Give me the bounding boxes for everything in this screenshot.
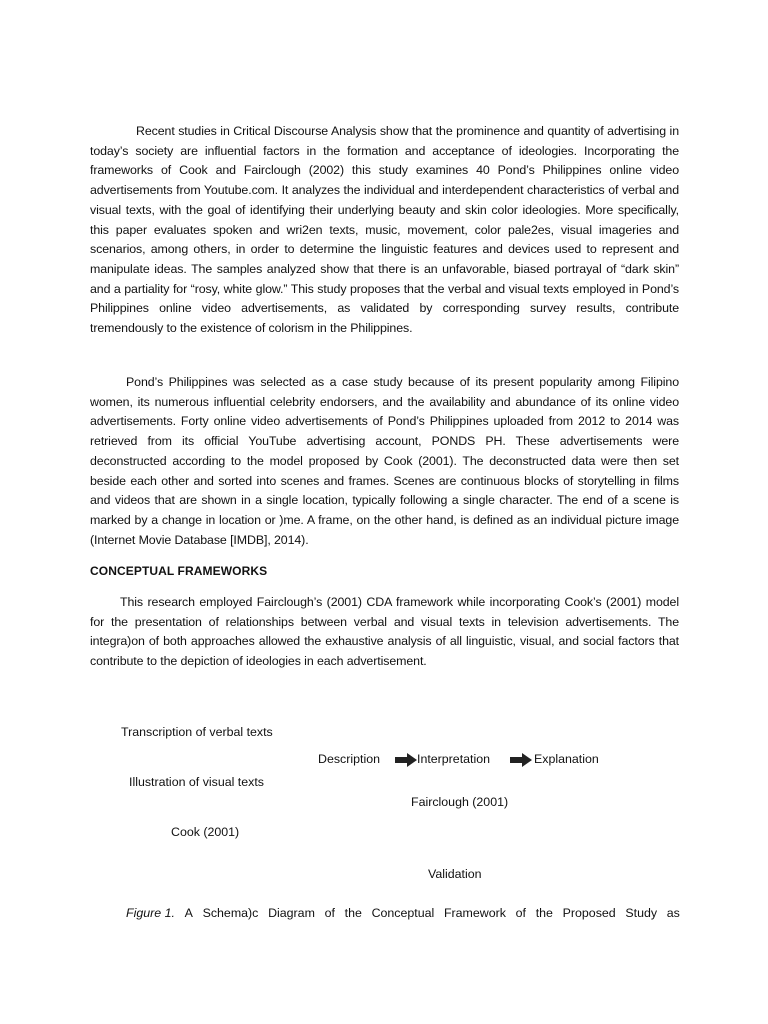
- figure-label: Figure 1.: [126, 906, 175, 920]
- diagram-interpretation-label: Interpretation: [417, 752, 491, 766]
- caption-word: Conceptual: [371, 906, 435, 920]
- diagram-validation-label: Validation: [428, 867, 482, 881]
- caption-word: Framework: [443, 906, 506, 920]
- case-study-paragraph: Pond’s Philippines was selected as a case study because of its present popularity among Filipino women, its numerous influential celebrity endorsers, and the availability and abundance of its online video advertisements. Forty online video advertisements of Pond’s Philippines uploaded from 2012 to 2014 was retrieved from its official YouTube advertising account, PONDS PH. These advertisements were deconstructed according to the model proposed by Cook (2001). The deconstructed data were then set beside each other and sorted into scenes and frames. Scenes are continuous blocks of storytelling in films and videos that are shown in a single location, typically following a single character. The end of a scene is marked by a change in location or )me. A frame, on the other hand, is defined as an individual picture image (Internet Movie Database [IMDB], 2014).: [90, 375, 679, 547]
- caption-word: the: [535, 906, 553, 920]
- caption-word: of: [515, 906, 526, 920]
- diagram-transcription-label: Transcription of verbal texts: [121, 725, 273, 739]
- caption-word: Study: [625, 906, 658, 920]
- caption-word: A: [184, 906, 193, 920]
- arrow-right-icon: [395, 753, 417, 767]
- diagram-description-label: Description: [318, 752, 380, 766]
- diagram-fairclough-label: Fairclough (2001): [411, 795, 509, 809]
- diagram-cook-label: Cook (2001): [171, 825, 240, 839]
- framework-paragraph: This research employed Fairclough’s (2001) CDA framework while incorporating Cook’s (2001) model for the presentation of relationships between verbal and visual texts in television advertisements. The integra)on of both approaches allowed the exhaustive analysis of all linguistic, visual, and social factors that contribute to the depiction of ideologies in each advertisement.: [90, 595, 679, 669]
- caption-word: Proposed: [562, 906, 616, 920]
- arrow-right-icon: [510, 753, 532, 767]
- diagram-explanation-label: Explanation: [534, 752, 599, 766]
- abstract-paragraph: Recent studies in Critical Discourse Analysis show that the prominence and quantity of advertising in today’s society are influential factors in the formation and acceptance of ideologies. Incorporating the frameworks of Cook and Fairclough (2002) this study examines 40 Pond’s Philippines online video advertisements from Youtube.com. It analyzes the individual and interdependent characteristics of verbal and visual texts, with the goal of identifying their underlying beauty and skin color ideologies. More specifically, this paper evaluates spoken and wri2en texts, music, movement, color pale2es, visual imageries and scenarios, among others, in order to determine the linguistic features and devices used to represent and manipulate ideas. The samples analyzed show that there is an unfavorable, biased portrayal of “dark skin” and a partiality for “rosy, white glow.” This study proposes that the verbal and visual texts employed in Pond’s Philippines online video advertisements, as validated by corresponding survey results, contribute tremendously to the existence of colorism in the Philippines.: [90, 124, 679, 336]
- diagram-illustration-label: Illustration of visual texts: [129, 775, 264, 789]
- caption-word: Diagram: [268, 906, 315, 920]
- section-heading: CONCEPTUAL FRAMEWORKS: [90, 564, 268, 578]
- caption-word: of: [324, 906, 335, 920]
- caption-word: the: [344, 906, 362, 920]
- caption-word: as: [666, 906, 680, 920]
- figure-caption: [126, 906, 680, 920]
- caption-word: Schema)c: [202, 906, 259, 920]
